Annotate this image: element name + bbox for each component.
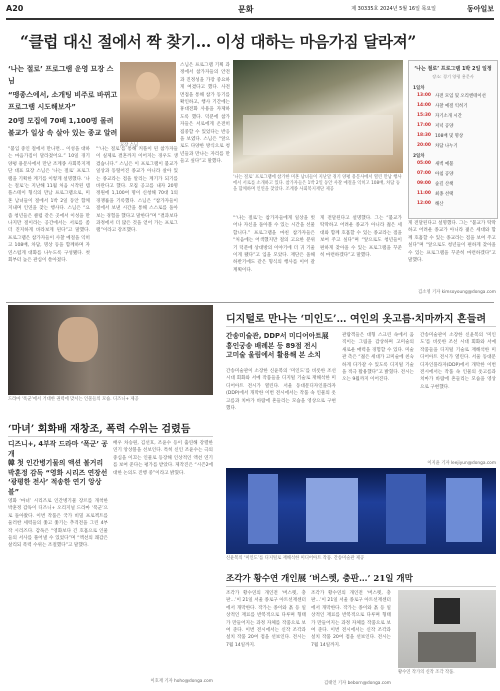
schedule-item: 차담 나누기: [435, 144, 458, 149]
issue-info: 제 30335호 2024년 5월 16일 목요일: [351, 6, 436, 12]
schedule-time: 11:00: [417, 191, 431, 196]
schedule-item: 사찰 예절 익히기: [435, 104, 468, 109]
group-photo: [233, 60, 403, 173]
schedule-item: 숲길 산책: [435, 182, 454, 187]
drama-deck-line: 韓 첫 인간병기물의 액션 볼거리: [8, 459, 104, 467]
schedule-box: [408, 60, 498, 219]
sculpture-photo: [398, 590, 496, 668]
schedule-time: 13:00: [417, 93, 431, 98]
art-reporter: 이지윤 기자 leejiyun@donga.com: [427, 461, 496, 466]
schedule-time: 20:00: [417, 143, 431, 148]
art-body-mid: 관람객들은 대형 스크린 속에서 움직이는 그림을 감상하며 고미술의 새로운 매력을 경험할 수 있다. 미술관 측은 “젊은 세대가 고미술에 친숙하게 다가갈 수 있도록 디지털 기술을 적극 활용했다”고 밝혔다. 전시는 오는 9월까지 이어진다.: [342, 333, 414, 383]
monk-photo: [120, 62, 176, 142]
schedule-item: 해산: [435, 202, 444, 207]
art-headline: 디지털로 만나는 ‘미인도’… 여인의 옷고름·치마까지 흔들려: [226, 314, 487, 325]
schedule-item: 최종 선택: [435, 192, 454, 197]
art-deck: [226, 332, 336, 361]
art-body-right: 간송미술관이 소장한 신윤복의 ‘미인도’를 비롯한 조선 시대 회화와 서예 작품들을 디지털 기술로 재해석한 미디어아트 전시가 열린다. 서울 동대문디자인플라자(DDP)에서 개막한 이번 전시에서는 작품 속 인물의 옷고름과 치마가 바람에 흔들리는 모습을 영상으로 구현했다.: [420, 333, 496, 390]
drama-headline: ‘마녀’ 회화배 재창조, 폭력 수위는 검렸듬: [8, 424, 191, 435]
drama-body-col1: 영화 ‘마녀’ 시리즈로 인간병기물 장르를 개척한 박훈정 감독이 디즈니+ 오리지널 드라마 ‘폭군’으로 돌아왔다. 이번 작품은 국가 비밀 프로젝트를 둘러싼 세력들의 쫓고 쫓기는 추격전을 그린 4부작 시리즈다. 감독은 “영화보다 긴 호흡으로 인물들의 서사를 풀어낼 수 있었다”며 “액션의 쾌감은 살리되 폭력 수위는 조절했다”고 말했다.: [8, 499, 108, 549]
art-body-left: 간송미술관이 소장한 신윤복의 ‘미인도’를 비롯한 조선 시대 회화와 서예 작품들을 디지털 기술로 재해석한 미디어아트 전시가 열린다. 서울 동대문디자인플라자(DDP)에서 개막한 이번 전시에서는 작품 속 인물의 옷고름과 치마가 바람에 흔들리는 모습을 영상으로 구현했다.: [226, 369, 336, 412]
photo-panel: [446, 478, 482, 542]
drama-deck-line: 디즈니+, 4부작 드라마 ‘폭군’ 공개: [8, 440, 108, 458]
schedule-subtitle: 장소: 경기 양평 용문사: [432, 74, 474, 79]
photo-panel: [306, 478, 358, 542]
art-deck-line: 간송미술관, DDP서 미디어아트展: [226, 332, 329, 340]
sculpture-reporter: 김태언 기자 beborn@donga.com: [324, 681, 391, 686]
deck-line: “맹종스에서, 소개팅 비주로 바뀌고 프로그램 시도해보자”: [8, 91, 118, 111]
schedule-time: 09:00: [417, 181, 431, 186]
photo-person: [58, 317, 98, 362]
schedule-title: ‘나는 절로’ 프로그램 1박 2일 일정: [414, 66, 492, 72]
main-body-col6: 게 전달된다고 설명했다. 그는 “불교가 딱딱하고 어려운 종교가 아니라 젊은 세대와 함께 호흡할 수 있는 종교라는 점을 보여 주고 싶다”며 “앞으로도 청년들이 편하게 찾아올 수 있는 프로그램을 꾸준히 마련하겠다”고 말했다.: [408, 221, 496, 264]
sculpture-rule: [226, 586, 496, 587]
schedule-time: 17:00: [417, 123, 431, 128]
schedule-time: 05:00: [417, 161, 431, 166]
schedule-item: 108배 및 명상: [435, 134, 464, 139]
main-deck: [8, 64, 118, 142]
section-divider: [6, 302, 494, 303]
photo-figures: [243, 115, 393, 155]
monk-photo-caption: 묘장 스님: [120, 143, 138, 148]
digital-art-caption: 신윤복의 ‘미인도’를 디지털로 재해석한 미디어아트 작품. 간송미술관 제공: [226, 556, 365, 561]
schedule-time: 07:00: [417, 171, 431, 176]
drama-body-col2: 배우 차승원, 김선호, 조윤수 등이 출연해 강렬한 연기 앙상블을 선보인다. 특히 신인 조윤수는 극의 중심을 이끄는 인물로 등장해 인상적인 액션 연기를 보여 준다는 평가를 받았다. 제작진은 “시즌2에 대한 논의도 진행 중”이라고 밝혔다.: [113, 441, 213, 476]
day2-label: 2일차: [413, 154, 425, 159]
sculpture-body-col2: 조각가 황수연의 개인전 ‘버스렛, 충판…’이 21일 서울 종로구 아트선재센터에서 개막한다. 작가는 종이와 흙 등 일상적인 재료를 반복적으로 다루며 형태가 만들어지는 과정 자체를 작품으로 보여 준다. 이번 전시에서는 신작 조각과 설치 작품 20여 점을 선보인다. 전시는 7월 14일까지.: [311, 591, 391, 648]
monk-face: [136, 72, 160, 100]
schedule-item: 자기소개 시간: [435, 114, 462, 119]
deck-line: ‘나는 절로’ 프로그램 운영 묘장 스님: [8, 65, 114, 85]
main-body-col2: “‘나는 절로’를 통해 커플이 된 참가자들이 실제로 결혼까지 이어지는 경우도 생겼습니다.” 스님은 이 프로그램이 불교가 일상과 동떨어진 종교가 아니라 살아 있는 종교라는 점을 알리는 계기가 되기를 바란다고 했다. 모집 공고를 내자 20명 정원에 1,100여 명이 신청해 70대 1의 경쟁률을 기록했다. 스님은 “참가자들이 절에서 보낸 시간을 통해 스스로를 돌아보는 경험을 했다고 말한다”며 “결과보다 과정에서 더 많은 것을 얻어 가는 프로그램”이라고 강조했다.: [96, 147, 178, 234]
drama-reporter: 이호재 기자 hoho@donga.com: [150, 679, 213, 684]
paper-logo: 동아일보: [466, 5, 494, 13]
schedule-time: 15:30: [417, 113, 431, 118]
photo-panel: [248, 474, 278, 544]
art-deck-line: 고미술 울림에서 활용해 본 소치: [226, 351, 321, 359]
deck-line: 20명 모집에 70배 1,100명 몰려 불교가 일상 속 살아 있는 종교 알려: [8, 117, 118, 137]
art-deck-line: 흥인궁송 배례본 등 89점 전시: [226, 341, 318, 350]
photo-panel: [386, 474, 426, 544]
digital-art-photo: [226, 468, 496, 554]
main-headline: “클럽 대신 절에서 짝 찾기… 이성 대하는 마음가짐 달라져”: [20, 32, 417, 51]
schedule-time: 14:00: [417, 103, 431, 108]
sculpture-base: [418, 632, 476, 662]
header-rule: [6, 18, 494, 20]
schedule-item: 새벽 예불: [435, 162, 454, 167]
section-name: 문화: [238, 5, 254, 14]
sculpture-caption: 황수연 작가의 신작 조각 작품.: [398, 670, 455, 675]
schedule-time: 12:00: [417, 201, 431, 206]
schedule-item: 저녁 공양: [435, 124, 454, 129]
page-number: A20: [6, 4, 24, 13]
group-photo-caption: ‘나는 절로’ 프로그램에 참가한 미혼 남녀들이 지난달 경기 양평 용문사에서 열린 만남 행사에서 서로를 소개하고 있다. 참가자들은 1박 2일 동안 사찰 예절을 익히고 108배, 차담 등을 함께하며 인연을 찾았다. 조계종 사회복지재단 제공: [233, 175, 402, 193]
schedule-time: 18:30: [417, 133, 431, 138]
drama-deck: [8, 440, 108, 497]
main-body-col3: 스님은 프로그램 기획 과정에서 참가자들의 안전과 진정성을 가장 중요하게 여겼다고 했다. 사전 면접을 통해 참가 동기를 확인하고, 행사 기간에는 휴대전화 사용을 자제하도록 했다. 덕분에 참가자들은 서로에게 온전히 집중할 수 있었다는 반응을 보였다. 스님은 “앞으로도 다양한 방식으로 청년들과 만나는 자리를 만들고 싶다”고 말했다.: [180, 63, 230, 165]
drama-rule: [8, 436, 213, 437]
day1-label: 1일차: [413, 86, 425, 91]
drama-deck-line: 박훈정 감독 “영화 시리즈 연장선 ‘광평한 전사’ 적송한 연기 앙상블”: [8, 468, 108, 496]
schedule-item: 사전 모임 및 오리엔테이션: [435, 94, 486, 99]
schedule-item: 아침 공양: [435, 172, 454, 177]
sculpture-headline: 조각가 황수연 개인展 ‘버스렛, 충판…’ 21일 개막: [226, 574, 413, 584]
main-reporter: 김소영 기자 kimsoyoung@donga.com: [418, 290, 496, 295]
page-header: [6, 4, 494, 16]
art-rule: [226, 326, 496, 327]
sculpture-piece: [434, 598, 460, 624]
drama-still-photo: [8, 305, 213, 395]
drama-photo-caption: 드라마 ‘폭군’에서 거대한 권력에 맞서는 인물들의 모습. 디즈니+ 제공: [8, 397, 139, 402]
main-body-col4: “‘나는 절로’는 참가자들에게 일상을 벗어나 자신을 돌아볼 수 있는 시간을 선물합니다.” 프로그램을 마친 참가자들은 “처음에는 어색했지만 절의 고요한 분위기 덕분에 상대방의 이야기에 더 귀 기울이게 됐다”고 입을 모았다. 재단은 올해 하반기에도 같은 형식의 행사를 이어 갈 계획이다.: [233, 216, 315, 273]
main-body-col1: “불입 중인 절에서 만나면… 이성을 대하는 마음가짐이 달라졌어요.” 10일 경기 양평 용문사에서 만난 조계종 사회복지재단 대표 묘장 스님은 ‘나는 절로’ 프로그램을 기획한 계기를 이렇게 설명했다. ‘나는 절로’는 지난해 11월 처음 시작된 템플스테이 형식의 만남 프로그램으로, 미혼 남녀들이 절에서 1박 2일 동안 함께 지내며 인연을 찾는 행사다. 스님은 “요즘 청년들은 클럽 같은 곳에서 이성을 만나지만 절이라는 공간에서는 서로를 좀 더 진지하게 바라보게 된다”고 말했다. 프로그램은 참가자들이 사찰 예절을 익히고 108배, 차담, 명상 등을 함께하며 자연스럽게 대화를 나누도록 구성됐다. 첫 회부터 높은 관심이 쏟아졌다.: [8, 147, 90, 264]
sculpture-body-col1: 조각가 황수연의 개인전 ‘버스렛, 충판…’이 21일 서울 종로구 아트선재센터에서 개막한다. 작가는 종이와 흙 등 일상적인 재료를 반복적으로 다루며 형태가 만들어지는 과정 자체를 작품으로 보여 준다. 이번 전시에서는 신작 조각과 설치 작품 20여 점을 선보인다. 전시는 7월 14일까지.: [226, 591, 306, 648]
main-body-col5: 게 전달된다고 설명했다. 그는 “불교가 딱딱하고 어려운 종교가 아니라 젊은 세대와 함께 호흡할 수 있는 종교라는 점을 보여 주고 싶다”며 “앞으로도 청년들이 편하게 찾아올 수 있는 프로그램을 꾸준히 마련하겠다”고 말했다.: [320, 216, 402, 259]
